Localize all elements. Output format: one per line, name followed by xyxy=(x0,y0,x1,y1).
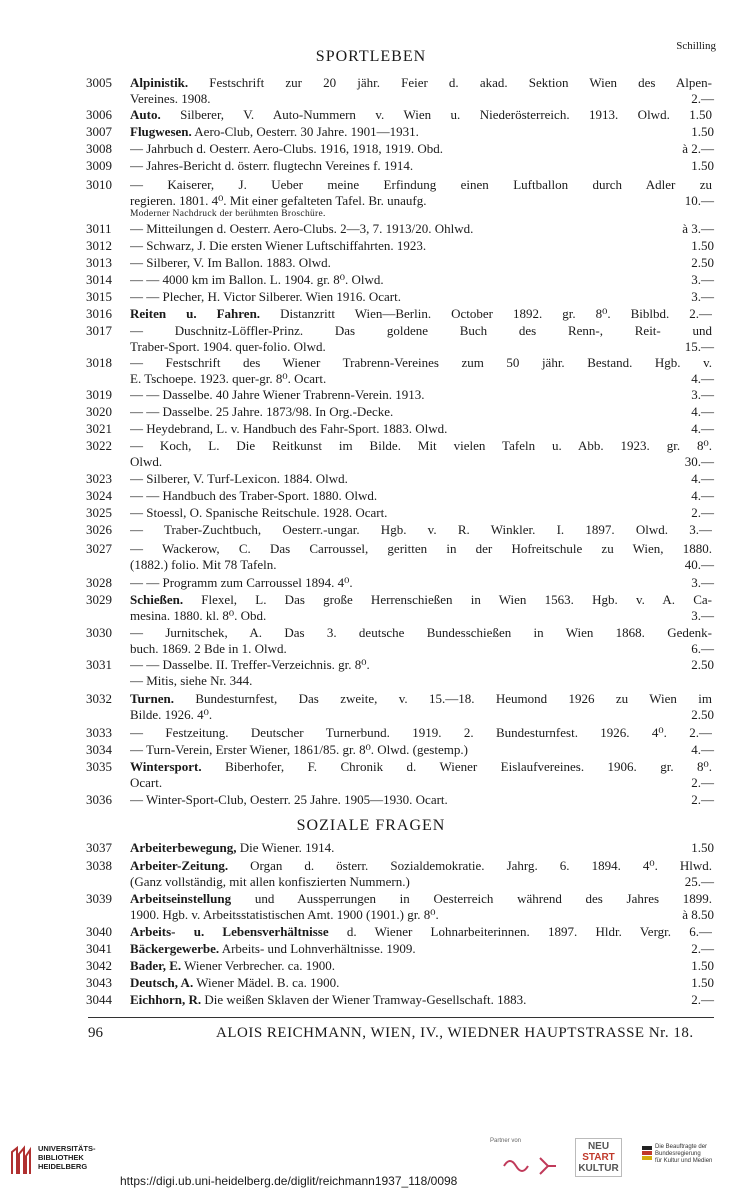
entry-text: Schießen. Flexel, L. Das große Herrenschießen in Wien 1563. Hgb. v. A. Ca- xyxy=(130,592,712,607)
footer-rule xyxy=(88,1017,714,1018)
neustart-line: NEU xyxy=(587,1141,610,1152)
entry-price: 4.— xyxy=(691,404,714,419)
entry-text: Bäckergewerbe. Arbeits- und Lohnverhältnisse. 1909. xyxy=(130,941,416,956)
entry-number: 3010 xyxy=(86,177,112,192)
entry-price: à 8.50 xyxy=(682,907,714,922)
entry-text-continued: E. Tschoepe. 1923. quer-gr. 8⁰. Ocart. xyxy=(130,371,327,386)
entry-text-continued: regieren. 1801. 4⁰. Mit einer gefalteten Tafel. Br. unaufg. xyxy=(130,193,427,208)
entry-number: 3016 xyxy=(86,306,112,321)
entry-price: 3.— xyxy=(691,608,714,623)
entry-text-continued: Olwd. xyxy=(130,454,163,469)
federal-eagle-icon xyxy=(642,1146,652,1160)
neustart-line: KULTUR xyxy=(578,1163,619,1174)
entry-text: — Mitteilungen d. Oesterr. Aero-Clubs. 2—3, 7. 1913/20. Ohlwd. xyxy=(130,221,474,236)
entry-price: 2.50 xyxy=(691,255,714,270)
entry-number: 3011 xyxy=(86,221,112,236)
entry-text-continued: Ocart. xyxy=(130,775,163,790)
entry-price: 30.— xyxy=(684,454,714,469)
entry-text-continued: buch. 1869. 2 Bde in 1. Olwd. xyxy=(130,641,287,656)
entry-price: 4.— xyxy=(691,421,714,436)
entry-number: 3006 xyxy=(86,107,112,122)
entry-text: — — Dasselbe. II. Treffer-Verzeichnis. gr. 8⁰. xyxy=(130,657,370,672)
entry-number: 3025 xyxy=(86,505,112,520)
entry-number: 3037 xyxy=(86,840,112,855)
entry-text: — Stoessl, O. Spanische Reitschule. 1928. Ocart. xyxy=(130,505,388,520)
entry-price: 4.— xyxy=(691,488,714,503)
entry-number: 3033 xyxy=(86,725,112,740)
entry-text: Arbeitseinstellung und Aussperrungen in Oesterreich während des Jahres 1899. xyxy=(130,891,712,906)
library-name-line: BIBLIOTHEK xyxy=(38,1153,84,1162)
page-number: 96 xyxy=(88,1025,103,1041)
entry-text: Bader, E. Wiener Verbrecher. ca. 1900. xyxy=(130,958,336,973)
entry-price: 3.— xyxy=(691,289,714,304)
entry-number: 3012 xyxy=(86,238,112,253)
entry-price: 2.— xyxy=(691,505,714,520)
entry-number: 3015 xyxy=(86,289,112,304)
entry-text-continued: 1900. Hgb. v. Arbeitsstatistischen Amt. 1900 (1901.) gr. 8⁰. xyxy=(130,907,439,922)
entry-note: Moderner Nachdruck der berühmten Broschüre. xyxy=(130,209,326,219)
entry-number: 3023 xyxy=(86,471,112,486)
section-heading-soziale-fragen: SOZIALE FRAGEN xyxy=(296,817,446,834)
partner-label: Partner von xyxy=(490,1138,522,1144)
entry-text: — — Handbuch des Traber-Sport. 1880. Olwd. xyxy=(130,488,378,503)
entry-text: — — Programm zum Carroussel 1894. 4⁰. xyxy=(130,575,353,590)
permalink-url[interactable]: https://digi.ub.uni-heidelberg.de/diglit/reichmann1937_118/0098 xyxy=(120,1174,458,1188)
entry-number: 3029 xyxy=(86,592,112,607)
entry-text-continued: — Mitis, siehe Nr. 344. xyxy=(130,673,253,688)
partner-logos-icon xyxy=(500,1152,560,1178)
entry-text: — Turn-Verein, Erster Wiener, 1861/85. gr. 8⁰. Olwd. (gestemp.) xyxy=(130,742,468,757)
entry-number: 3013 xyxy=(86,255,112,270)
entry-text: Deutsch, A. Wiener Mädel. B. ca. 1900. xyxy=(130,975,340,990)
entry-text: — Duschnitz-Löffler-Prinz. Das goldene Buch des Renn-, Reit- und xyxy=(130,323,712,338)
entry-price: 25.— xyxy=(684,874,714,889)
entry-text: — — Dasselbe. 25 Jahre. 1873/98. In Org.-Decke. xyxy=(130,404,394,419)
entry-text: Arbeits- u. Lebensverhältnisse d. Wiener Lohnarbeiterinnen. 1897. Hldr. Vergr. 6.— xyxy=(130,924,712,939)
entry-price: à 2.— xyxy=(682,141,714,156)
federal-line: Die Beauftragte der Bundesregierung xyxy=(655,1144,708,1157)
entry-price: 6.— xyxy=(691,641,714,656)
entry-number: 3043 xyxy=(86,975,112,990)
entry-text: Flugwesen. Aero-Club, Oesterr. 30 Jahre. 1901—1931. xyxy=(130,124,419,139)
entry-number: 3005 xyxy=(86,75,112,90)
entry-text: — — 4000 km im Ballon. L. 1904. gr. 8⁰. Olwd. xyxy=(130,272,384,287)
entry-price: 10.— xyxy=(684,193,714,208)
publisher-address: ALOIS REICHMANN, WIEN, IV., WIEDNER HAUPTSTRASSE Nr. 18. xyxy=(216,1025,694,1041)
entry-price: 1.50 xyxy=(691,958,714,973)
entry-text-continued: (1882.) folio. Mit 78 Tafeln. xyxy=(130,557,277,572)
entry-number: 3009 xyxy=(86,158,112,173)
library-name-line: UNIVERSITÄTS- xyxy=(38,1144,96,1153)
entry-text: — — Plecher, H. Victor Silberer. Wien 1916. Ocart. xyxy=(130,289,401,304)
entry-number: 3027 xyxy=(86,541,112,556)
entry-text: — Jahres-Bericht d. österr. flugtechn Vereines f. 1914. xyxy=(130,158,414,173)
entry-number: 3028 xyxy=(86,575,112,590)
entry-number: 3024 xyxy=(86,488,112,503)
entry-number: 3032 xyxy=(86,691,112,706)
entry-text: — Silberer, V. Turf-Lexicon. 1884. Olwd. xyxy=(130,471,348,486)
entry-text: Eichhorn, R. Die weißen Sklaven der Wiener Tramway-Gesellschaft. 1883. xyxy=(130,992,527,1007)
entry-number: 3017 xyxy=(86,323,112,338)
entry-text: Turnen. Bundesturnfest, Das zweite, v. 15.—18. Heumond 1926 zu Wien im xyxy=(130,691,712,706)
entry-text-continued: Vereines. 1908. xyxy=(130,91,211,106)
entry-number: 3040 xyxy=(86,924,112,939)
library-logo-icon xyxy=(8,1144,34,1178)
entry-text: Alpinistik. Festschrift zur 20 jähr. Feier d. akad. Sektion Wien des Alpen- xyxy=(130,75,712,90)
entry-text: — Traber-Zuchtbuch, Oesterr.-ungar. Hgb. v. R. Winkler. I. 1897. Olwd. 3.— xyxy=(130,522,712,537)
entry-number: 3044 xyxy=(86,992,112,1007)
library-name xyxy=(38,1144,96,1171)
entry-price: 2.50 xyxy=(691,657,714,672)
entry-price: 1.50 xyxy=(691,238,714,253)
entry-price: 1.50 xyxy=(691,975,714,990)
entry-number: 3035 xyxy=(86,759,112,774)
entry-number: 3014 xyxy=(86,272,112,287)
entry-number: 3008 xyxy=(86,141,112,156)
entry-price: 40.— xyxy=(684,557,714,572)
entry-text-continued: mesina. 1880. kl. 8⁰. Obd. xyxy=(130,608,267,623)
entry-price: 4.— xyxy=(691,742,714,757)
entry-number: 3019 xyxy=(86,387,112,402)
entry-number: 3022 xyxy=(86,438,112,453)
entry-number: 3020 xyxy=(86,404,112,419)
entry-text: Auto. Silberer, V. Auto-Nummern v. Wien u. Niederösterreich. 1913. Olwd. 1.50 xyxy=(130,107,712,122)
entry-price: 1.50 xyxy=(691,124,714,139)
federal-line: für Kultur und Medien xyxy=(655,1158,713,1164)
entry-text: — — Dasselbe. 40 Jahre Wiener Trabrenn-Verein. 1913. xyxy=(130,387,425,402)
neustart-kultur-logo xyxy=(575,1138,622,1177)
neustart-line: START xyxy=(582,1152,615,1163)
entry-number: 3036 xyxy=(86,792,112,807)
entry-price: 3.— xyxy=(691,387,714,402)
entry-text: — Jahrbuch d. Oesterr. Aero-Clubs. 1916, 1918, 1919. Obd. xyxy=(130,141,444,156)
entry-number: 3030 xyxy=(86,625,112,640)
entry-number: 3042 xyxy=(86,958,112,973)
entry-price: 2.— xyxy=(691,792,714,807)
entry-text: — Schwarz, J. Die ersten Wiener Luftschiffahrten. 1923. xyxy=(130,238,427,253)
entry-text: — Wackerow, C. Das Carroussel, geritten in der Hofreitschule zu Wien, 1880. xyxy=(130,541,712,556)
entry-text: — Heydebrand, L. v. Handbuch des Fahr-Sport. 1883. Olwd. xyxy=(130,421,448,436)
entry-number: 3026 xyxy=(86,522,112,537)
entry-text: — Festschrift des Wiener Trabrenn-Vereines zum 50 jähr. Bestand. Hgb. v. xyxy=(130,355,712,370)
entry-text-continued: (Ganz vollständig, mit allen konfiszierten Nummern.) xyxy=(130,874,410,889)
digitization-bar xyxy=(0,1130,742,1193)
entry-price: 2.50 xyxy=(691,707,714,722)
entry-price: 4.— xyxy=(691,471,714,486)
entry-price: 3.— xyxy=(691,575,714,590)
entry-price: 2.— xyxy=(691,992,714,1007)
entry-text-continued: Traber-Sport. 1904. quer-folio. Olwd. xyxy=(130,339,326,354)
entry-text: Reiten u. Fahren. Distanzritt Wien—Berlin. October 1892. gr. 8⁰. Biblbd. 2.— xyxy=(130,306,712,321)
entry-number: 3039 xyxy=(86,891,112,906)
entry-price: 2.— xyxy=(691,941,714,956)
entry-text: — Winter-Sport-Club, Oesterr. 25 Jahre. 1905—1930. Ocart. xyxy=(130,792,448,807)
entry-price: à 3.— xyxy=(682,221,714,236)
entry-text: Arbeiter-Zeitung. Organ d. österr. Sozialdemokratie. Jahrg. 6. 1894. 4⁰. Hlwd. xyxy=(130,858,712,873)
entry-number: 3031 xyxy=(86,657,112,672)
entry-price: 15.— xyxy=(684,339,714,354)
entry-text: Wintersport. Biberhofer, F. Chronik d. Wiener Eislaufvereines. 1906. gr. 8⁰. xyxy=(130,759,712,774)
corner-note: Schilling xyxy=(676,40,716,52)
entry-text: — Silberer, V. Im Ballon. 1883. Olwd. xyxy=(130,255,331,270)
entry-price: 4.— xyxy=(691,371,714,386)
entry-number: 3007 xyxy=(86,124,112,139)
section-heading-sportleben: SPORTLEBEN xyxy=(315,48,427,65)
entry-price: 2.— xyxy=(691,91,714,106)
entry-price: 1.50 xyxy=(691,840,714,855)
entry-text: — Koch, L. Die Reitkunst im Bilde. Mit vielen Tafeln u. Abb. 1923. gr. 8⁰. xyxy=(130,438,712,453)
library-name-line: HEIDELBERG xyxy=(38,1162,88,1171)
entry-text: Arbeiterbewegung, Die Wiener. 1914. xyxy=(130,840,335,855)
entry-price: 3.— xyxy=(691,272,714,287)
entry-text: — Festzeitung. Deutscher Turnerbund. 1919. 2. Bundesturnfest. 1926. 4⁰. 2.— xyxy=(130,725,712,740)
entry-number: 3038 xyxy=(86,858,112,873)
federal-sponsor xyxy=(655,1144,742,1165)
entry-number: 3041 xyxy=(86,941,112,956)
entry-number: 3018 xyxy=(86,355,112,370)
entry-price: 2.— xyxy=(691,775,714,790)
entry-price: 1.50 xyxy=(691,158,714,173)
entry-text: — Kaiserer, J. Ueber meine Erfindung einen Luftballon durch Adler zu xyxy=(130,177,712,192)
entry-text-continued: Bilde. 1926. 4⁰. xyxy=(130,707,213,722)
entry-text: — Jurnitschek, A. Das 3. deutsche Bundesschießen in Wien 1868. Gedenk- xyxy=(130,625,712,640)
entry-number: 3021 xyxy=(86,421,112,436)
entry-number: 3034 xyxy=(86,742,112,757)
